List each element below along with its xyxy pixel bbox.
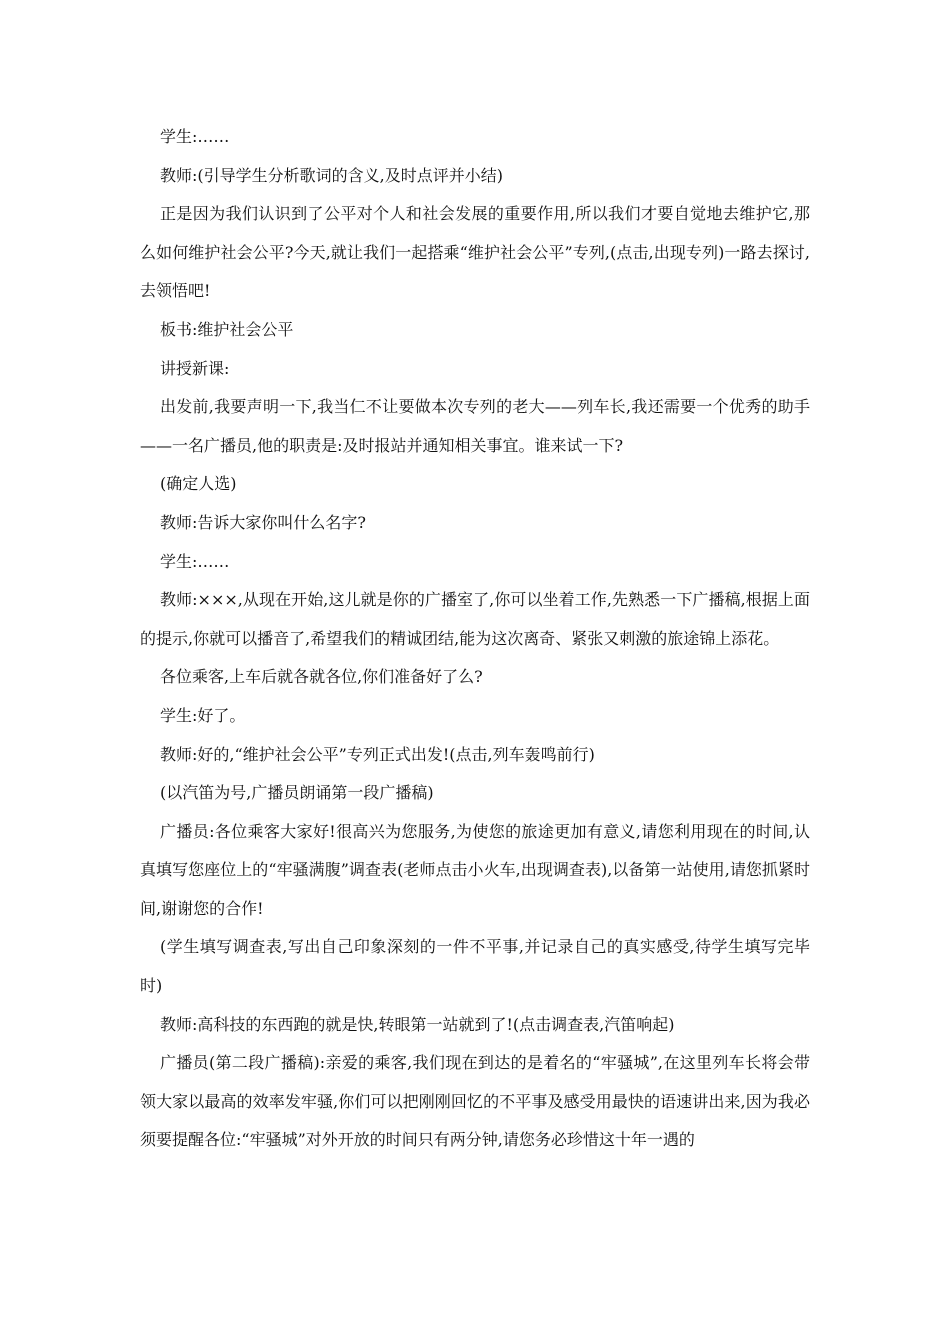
paragraph-teacher-ask-name: 教师:告诉大家你叫什么名字? — [160, 512, 366, 532]
paragraph-broadcast-1: 广播员:各位乘客大家好!很高兴为您服务,为使您的旅途更加有意义,请您利用现在的时间,认真填写您座位上的“牢骚满腹”调查表(老师点击小火车,出现调查表),以备第一站使用,请您抓紧时间,谢谢您的合作! — [140, 821, 810, 918]
paragraph-teacher-broadcast-room: 教师:×××,从现在开始,这儿就是你的广播室了,你可以坐着工作,先熟悉一下广播稿,根据上面的提示,你就可以播音了,希望我们的精诚团结,能为这次离奇、紧张又刺激的旅途锦上添花。 — [140, 590, 810, 648]
paragraph-whistle-signal: (以汽笛为号,广播员朗诵第一段广播稿) — [160, 783, 434, 803]
paragraph-first-stop: 教师:高科技的东西跑的就是快,转眼第一站就到了!(点击调查表,汽笛响起) — [160, 1014, 675, 1034]
paragraph-choose-person: (确定人选) — [160, 474, 237, 494]
paragraph-passengers-ready: 各位乘客,上车后就各就各位,你们准备好了么? — [160, 667, 483, 687]
document-body — [140, 118, 810, 1160]
paragraph-new-lesson: 讲授新课: — [160, 358, 230, 378]
paragraph-broadcast-2: 广播员(第二段广播稿):亲爱的乘客,我们现在到达的是着名的“牢骚城”,在这里列车长将会带领大家以最高的效率发牢骚,你们可以把刚刚回忆的不平事及感受用最快的语速讲出来,因为我必须要提醒各位:“牢骚城”对外开放的时间只有两分钟,请您务必珍惜这十年一遇的 — [140, 1053, 810, 1150]
paragraph-train-departs: 教师:好的,“维护社会公平”专列正式出发!(点击,列车轰鸣前行) — [160, 744, 595, 764]
paragraph-blackboard: 板书:维护社会公平 — [160, 319, 294, 339]
paragraph-student-reply-2: 学生:…… — [160, 551, 230, 571]
paragraph-teacher-guide: 教师:(引导学生分析歌词的含义,及时点评并小结) — [160, 165, 503, 185]
paragraph-departure: 出发前,我要声明一下,我当仁不让要做本次专列的老大——列车长,我还需要一个优秀的助手——一名广播员,他的职责是:及时报站并通知相关事宜。谁来试一下? — [140, 397, 810, 455]
paragraph-student-reply-1: 学生:…… — [160, 127, 230, 146]
paragraph-fill-survey: (学生填写调查表,写出自己印象深刻的一件不平事,并记录自己的真实感受,待学生填写完毕时) — [140, 937, 810, 996]
paragraph-introduction: 正是因为我们认识到了公平对个人和社会发展的重要作用,所以我们才要自觉地去维护它,那么如何维护社会公平?今天,就让我们一起搭乘“维护社会公平”专列,(点击,出现专列)一路去探讨,去领悟吧! — [140, 204, 810, 301]
paragraph-student-ready: 学生:好了。 — [160, 705, 246, 725]
